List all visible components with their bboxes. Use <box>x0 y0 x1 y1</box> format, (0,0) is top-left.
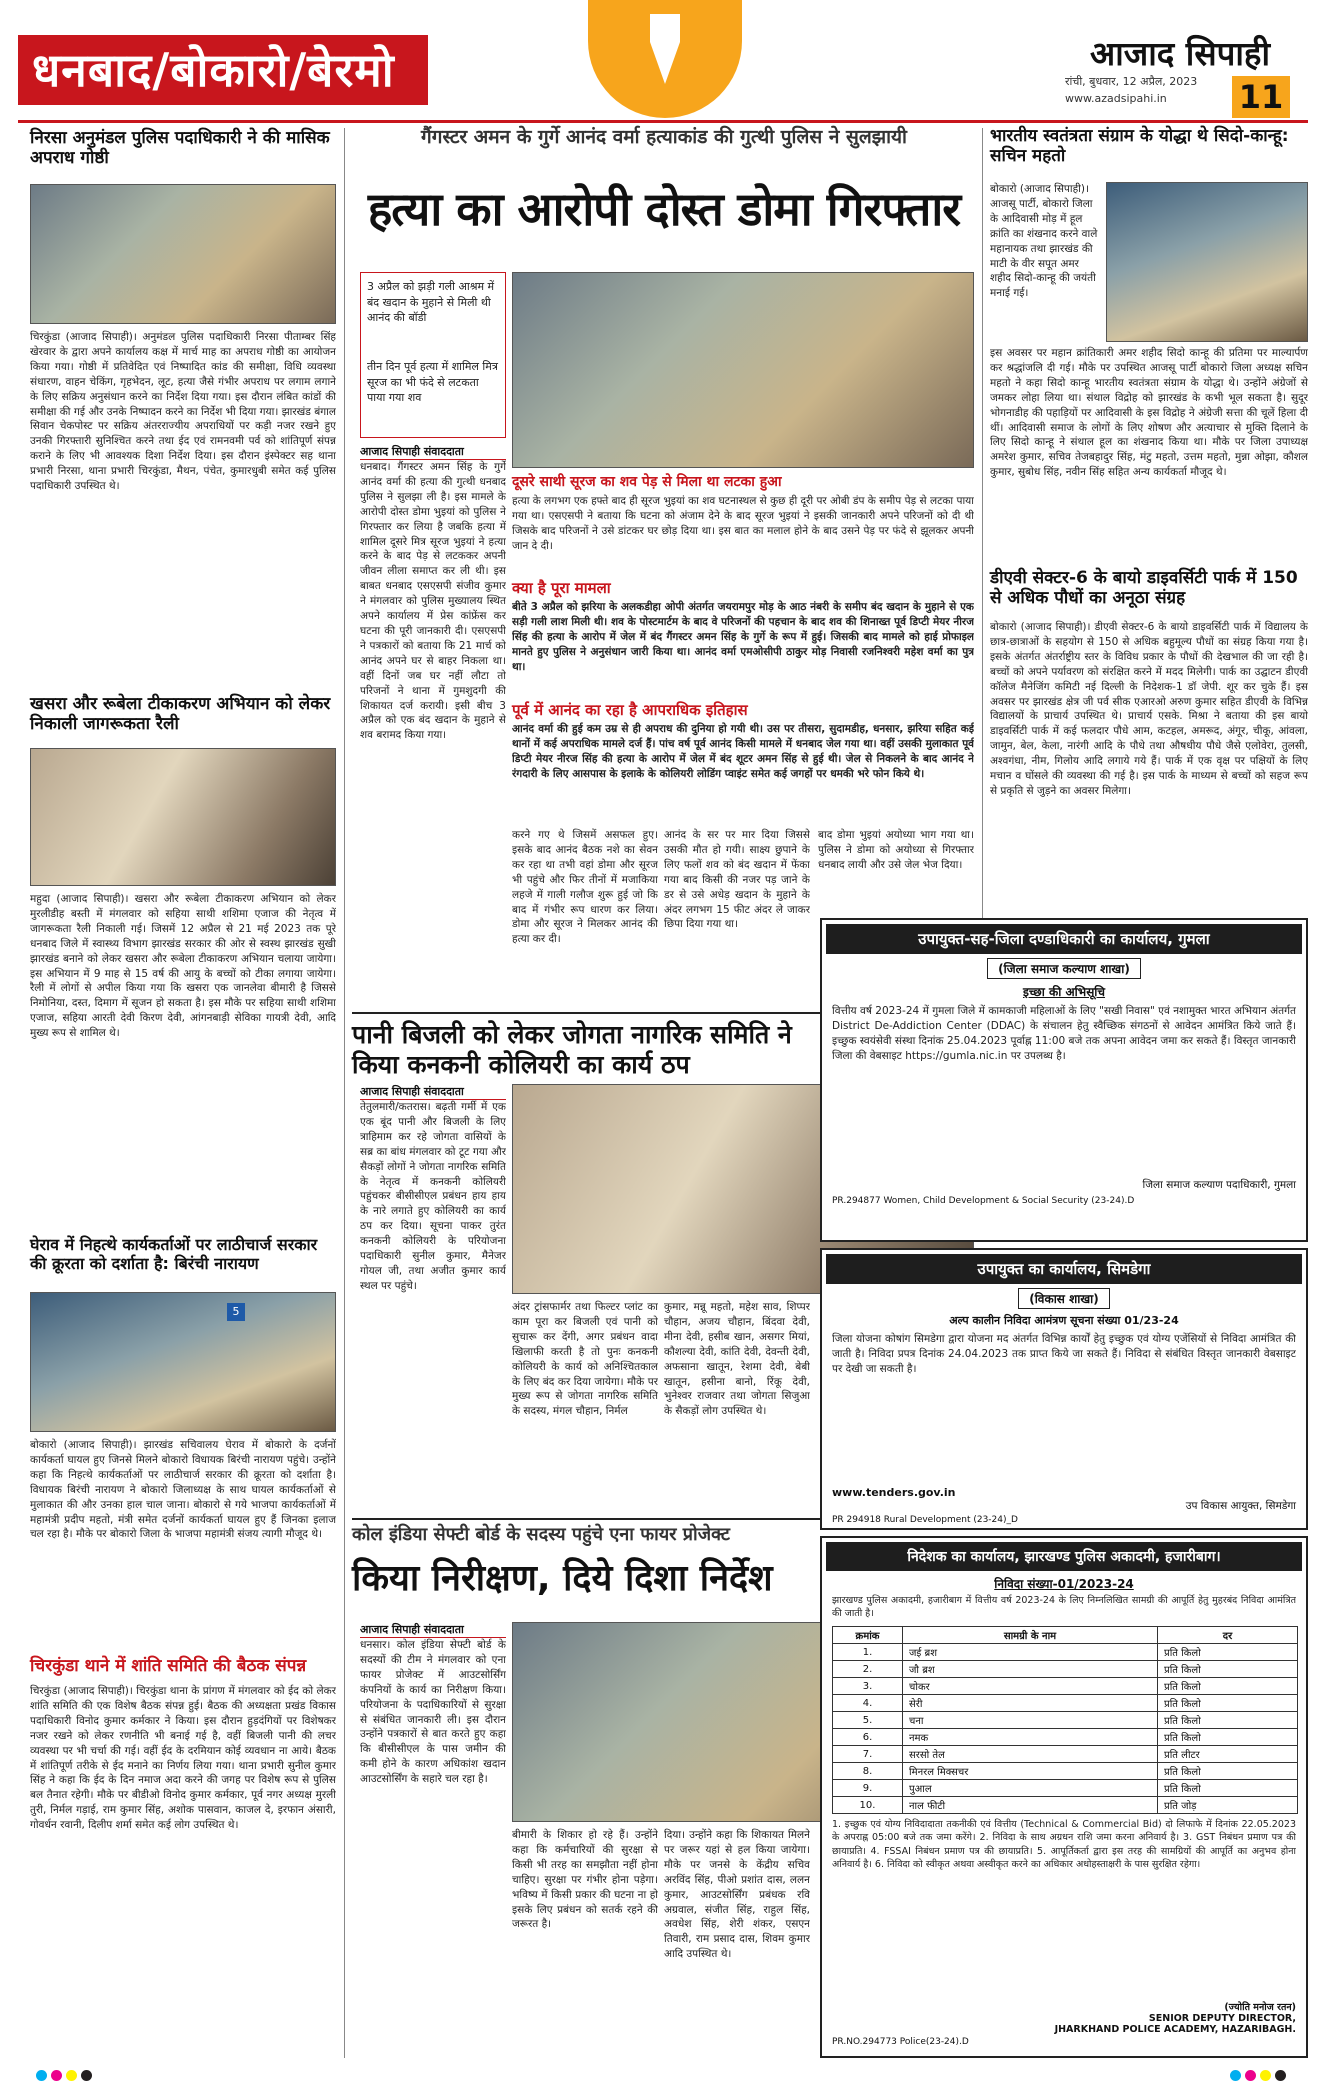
masthead <box>0 0 1325 122</box>
tender-row <box>833 1729 1298 1746</box>
registration-marks <box>36 2066 96 2078</box>
tender-cell-rate: प्रति किलो <box>1158 1644 1298 1661</box>
ad-simdega-notice: अल्प कालीन निविदा आमंत्रण सूचना संख्या 01/23-24 <box>949 1314 1179 1327</box>
ad-gumla-sub: (जिला समाज कल्याण शाखा) <box>987 958 1141 979</box>
lead-sub2: क्या है पूरा मामला <box>512 579 611 597</box>
inset-text: 3 अप्रैल को झड़ी गली आश्रम में बंद खदान के मुहाने से मिली थी आनंद की बॉडी <box>367 280 495 325</box>
lead-body-col3: आनंद के सर पर मार दिया जिससे उसकी मौत हो गयी। साक्ष्य छुपाने के लिए फलों शव को बंद खदान में फेंका गया बाद किसी की नजर पड़ जाने के डर से उसे अधेड़ खदान के मुहाने के अंदर लगभग 15 फीट अंदर ले जाकर छिपा दिया गया था। <box>664 829 810 931</box>
ad-simdega-body: जिला योजना कोषांग सिमडेगा द्वारा योजना मद अंतर्गत विभिन्न कार्यों हेतु इच्छुक एवं योग्य एजेंसियों से निविदा आमंत्रित की जाती है। निविदा प्रपत्र दिनांक 24.04.2023 तक प्राप्त किये जा सकते हैं। निविदा से संबंधित विस्तृत जानकारी वेबसाइट पर देखी जा सकती है। <box>832 1333 1296 1375</box>
story-water-col1: तेतुलमारी/कतरास। बढ़ती गर्मी में एक एक बूंद पानी और बिजली के लिए त्राहिमाम कर रहे जोगता वासियों के सब्र का बांध मंगलवार को टूट गया और सैकड़ों लोगों ने जोगता नागरिक समिति के नेतृत्व में कनकनी कोलियरी पहुंचकर बीसीसीएल प्रबंधन हाय हाय के नारे लगाते हुए कोलियरी का कार्य ठप कर दिया। सूचना पाकर तुरंत कनकनी कोलियरी के परियोजना पदाधिकारी सुनील कुमार, मैनेजर गोयल जी, तथा अजीत कुमार कार्य स्थल पर पहुंचे। <box>360 1101 506 1292</box>
lead-sub3-body: आनंद वर्मा की हुई कम उम्र से ही अपराध की दुनिया हो गयी थी। उस पर तीसरा, सुदामडीह, धनसार, झरिया सहित कई थानों में कई अपराधिक मामले दर्ज हैं। पांच वर्ष पूर्व आनंद किसी मामले में धनबाद जेल गया था। वहीं उसकी मुलाकात पूर्व डिप्टी मेयर नीरज सिंह की हत्या के आरोप में जेल में बंद शूटर अमन सिंह से हुई थी। जेल से निकलने के बाद आनंद ने रंगदारी के लिए आसपास के इलाके के कोलियरी लोडिंग प्वाइंट समेत कई जगहों पर धमकी भरे फोन किये थे। <box>512 723 974 780</box>
photo-badge: 5 <box>227 1303 245 1321</box>
registration-marks <box>1230 2066 1290 2078</box>
headline-crime-meeting: निरसा अनुमंडल पुलिस पदाधिकारी ने की मासिक अपराध गोष्ठी <box>30 128 330 169</box>
tender-cell-no: 5. <box>833 1712 903 1729</box>
story-sido-kanhu-lead: बोकारो (आजाद सिपाही)। आजसू पार्टी, बोकारो जिला के आदिवासी मोड़ में हूल क्रांति का शंखनाद करने वाले महानायक तथा झारखंड की माटी के वीर सपूत अमर शहीद सिदो-कान्हू की जयंती मनाई गई। <box>990 183 1098 300</box>
tender-cell-no: 6. <box>833 1729 903 1746</box>
story-lathicharge: बोकारो (आजाद सिपाही)। झारखंड सचिवालय घेराव में बोकारो के दर्जनों कार्यकर्ता घायल हुए जिनसे मिलने बोकारो विधायक बिरंची नारायण पहुंचे। उन्होंने कहा कि निहत्थे कार्यकर्ताओं पर लाठीचार्ज सरकार की क्रूरता को दर्शाता है। विधायक बिरंची नारायण ने बोकारो जिलाध्यक्ष के साथ घायल कार्यकर्ताओं से मुलाकात की और उनका हाल चाल जाना। बोकारो से गये भाजपा कार्यकर्ताओं में महामंत्री प्रदीप महतो, मंत्री समेत दर्जनों कार्यकर्ता घायल हुए हैं जिनका इलाज चल रहा है। मौके पर बोकारो जिला के भाजपा महामंत्री संजय त्यागी मौजूद थे। <box>30 1439 336 1541</box>
story-crime-meeting: चिरकुंडा (आजाद सिपाही)। अनुमंडल पुलिस पदाधिकारी निरसा पीताम्बर सिंह खेरवार के द्वारा अपने कार्यालय कक्ष में मार्च माह का अपराध गोष्ठी का आयोजन किया गया। गोष्ठी में प्रतिवेदित एवं निष्पादित कांड की समीक्षा, विधि व्यवस्था संधारण, वाहन चेकिंग, गृहभेदन, लूट, हत्या जैसे गंभीर अपराध पर लगाम लगाने के लिए सक्रिय अनुसंधान करने का निर्देश दिया गया। इस दौरान लंबित कांडों की समीक्षा की गई और उनके निष्पादन करने का निर्देश भी दिया गया। झारखंड बंगाल सिवान चेकपोस्ट पर सक्रिय अंतरराज्यीय अपराधियों पर कड़ी नजर रखने हुए उनकी गिरफ्तारी सुनिश्चित करने तथा ईद एवं रामनवमी पर्व को शांतिपूर्ण संपन्न कराने के लिए भी आवश्यक दिशा निर्देश दिया। इस दौरान इंस्पेक्टर सह थाना प्रभारी निरसा, थाना प्रभारी चिरकुंडा, मैथन, पंचेत, कुमारधुबी समेत कई पुलिस पदाधिकारी उपस्थित थे। <box>30 331 336 493</box>
ad-gumla-notice: इच्छा की अभिसूचि <box>1022 985 1106 999</box>
ad-simdega-sign: उप विकास आयुक्त, सिमडेगा <box>1185 1500 1296 1512</box>
photo-vaccination-rally <box>30 748 336 886</box>
tender-cell-item: जौ ब्रश <box>903 1661 1158 1678</box>
tender-row <box>833 1695 1298 1712</box>
tender-cell-rate: प्रति किलो <box>1158 1712 1298 1729</box>
tender-row <box>833 1678 1298 1695</box>
dateline: रांची, बुधवार, 12 अप्रैल, 2023 <box>1065 75 1198 88</box>
section-title: धनबाद/बोकारो/बेरमो <box>18 35 428 105</box>
ad-simdega-title: उपायुक्त का कार्यालय, सिमडेगा <box>826 1254 1302 1284</box>
tender-cell-item: नाल फीटी <box>903 1797 1158 1814</box>
website[interactable]: www.azadsipahi.in <box>1065 92 1167 105</box>
tender-cell-item: नमक <box>903 1729 1158 1746</box>
tender-cell-rate: प्रति किलो <box>1158 1678 1298 1695</box>
lead-body-col4: बाद डोमा भुइयां अयोध्या भाग गया था। पुलिस ने डोमा को अयोध्या से गिरफ्तार धनबाद लायी और उसे जेल भेज दिया। <box>818 829 974 871</box>
ad-gumla-sign: जिला समाज कल्याण पदाधिकारी, गुमला <box>1142 1179 1296 1191</box>
ad-police-intro: झारखण्ड पुलिस अकादमी, हजारीबाग में वित्तीय वर्ष 2023-24 के लिए निम्नलिखित सामग्री की आपूर्ति हेतु मुहरबंद निविदा आमंत्रित की जाती है। <box>832 1595 1296 1620</box>
ad-police-notice: निविदा संख्या-01/2023-24 <box>994 1577 1134 1591</box>
tender-cell-rate: प्रति जोड़ <box>1158 1797 1298 1814</box>
ad-gumla-body: वित्तीय वर्ष 2023-24 में गुमला जिले में कामकाजी महिलाओं के लिए "सखी निवास" एवं नशामुक्त भारत अभियान अंतर्गत District De-Addiction Center (DDAC) के संचालन हेतु स्वैच्छिक संगठनों से आवेदन आमंत्रित किये जाते हैं। इच्छुक स्वयंसेवी संस्था दिनांक 25.04.2023 पूर्वाह्न 11:00 बजे तक अपना आवेदन जमा कर सकते हैं। विस्तृत जानकारी जिला की वेबसाइट https://gumla.nic.in पर उपलब्ध है। <box>832 1005 1296 1062</box>
byline-water: आजाद सिपाही संवाददाता <box>360 1084 506 1100</box>
headline-lathicharge: घेराव में निहत्थे कार्यकर्ताओं पर लाठीचार्ज सरकार की क्रूरता को दर्शाता है: बिरंची नारायण <box>30 1235 318 1273</box>
registration-dot-icon <box>1260 2070 1271 2081</box>
tender-cell-item: मिनरल मिक्सचर <box>903 1763 1158 1780</box>
ad-gumla-pr: PR.294877 Women, Child Development & Social Security (23-24).D <box>832 1196 1135 1206</box>
registration-dot-icon <box>51 2070 62 2081</box>
story-inspection-col1: धनसार। कोल इंडिया सेफ्टी बोर्ड के सदस्यों की टीम ने मंगलवार को एना फायर प्रोजेक्ट में आउटसोर्सिंग कंपनियों के कार्य का निरीक्षण किया। परियोजना के पदाधिकारियों से सुरक्षा से संबंधित जानकारी ली। इस दौरान उन्होंने पत्रकारों से बात करते हुए कहा कि बीसीसीएल के पास जमीन की कमी होने के कारण अधिकांश खदान आउटसोर्सिंग के सहारे चल रहा है। <box>360 1639 506 1786</box>
registration-dot-icon <box>1230 2070 1241 2081</box>
photo-police-meeting <box>30 184 336 324</box>
ad-simdega-sub: (विकास शाखा) <box>1018 1288 1110 1309</box>
kicker-coal-india: कोल इंडिया सेफ्टी बोर्ड के सदस्य पहुंचे एना फायर प्रोजेक्ट <box>352 1524 730 1545</box>
lead-sub3: पूर्व में आनंद का रहा है आपराधिक इतिहास <box>512 701 748 719</box>
tender-row <box>833 1780 1298 1797</box>
tender-cell-rate: प्रति किलो <box>1158 1661 1298 1678</box>
ad-simdega <box>820 1248 1308 1530</box>
tender-cell-item: चोकर <box>903 1678 1158 1695</box>
tender-cell-no: 1. <box>833 1644 903 1661</box>
headline-peace-committee: चिरकुंडा थाने में शांति समिति की बैठक संपन्न <box>30 1656 307 1676</box>
story-water-col3: कुमार, मन्नू महतो, महेश साव, शिप्पर चौहान, अजय चौहान, बिंदवा देवी, मीना देवी, हसीब खान, असगर मियां, कौशल्या देवी, कांति देवी, देवन्ती देवी, अफसाना खातून, रेशमा देवी, बेबी खातून, हसीना बानो, रिंकू देवी, भुनेश्वर राजवार तथा जोगता सिजुआ के सैकड़ों लोग उपस्थित थे। <box>664 1301 810 1418</box>
tender-cell-rate: प्रति किलो <box>1158 1763 1298 1780</box>
tender-cell-no: 10. <box>833 1797 903 1814</box>
lead-sub1: दूसरे साथी सूरज का शव पेड़ से मिला था लटका हुआ <box>512 474 782 490</box>
tender-cell-item: चना <box>903 1712 1158 1729</box>
headline-biodiversity-park: डीएवी सेक्टर-6 के बायो डाइवर्सिटी पार्क में 150 से अधिक पौधों का अनूठा संग्रह <box>990 568 1298 609</box>
ad-simdega-site[interactable]: www.tenders.gov.in <box>832 1486 956 1499</box>
lead-body-col2: करने गए थे जिसमें असफल हुए। इसके बाद आनंद बैठक नशे का सेवन कर रहा था तभी वहां डोमा और सूरज भी पहुंचे और फिर तीनों में मजाकिया लहजे में गाली गलौज शुरू हुई जो कि बाद में गंभीर रूप धारण कर लिया। डोमा और सूरज ने मिलकर आनंद की हत्या कर दी। <box>512 829 658 946</box>
tender-row <box>833 1712 1298 1729</box>
story-inspection-col2: बीमारी के शिकार हो रहे हैं। उन्होंने कहा कि कर्मचारियों की सुरक्षा से किसी भी तरह का समझौता नहीं होना चाहिए। सुरक्षा पर गंभीर होना पड़ेगा। भविष्य में किसी प्रकार की घटना ना हो इसके लिए प्रबंधन को सतर्क रहने की जरूरत है। <box>512 1829 658 1931</box>
tender-cell-no: 2. <box>833 1661 903 1678</box>
ad-police-academy <box>820 1536 1308 2058</box>
tender-row <box>833 1797 1298 1814</box>
tender-cell-item: सेरी <box>903 1695 1158 1712</box>
tender-cell-item: जई ब्रश <box>903 1644 1158 1661</box>
lead-body-col1: धनबाद। गैंगस्टर अमन सिंह के गुर्गे आनंद वर्मा की हत्या की गुत्थी धनबाद पुलिस ने सुलझा ली है। इस मामले के आरोपी दोस्त डोमा भुइयां को पुलिस ने गिरफ्तार कर लिया है जबकि हत्या में शामिल दूसरे मित्र सूरज भुइयां ने हत्या करने के बाद पेड़ से लटककर अपनी जीवन लीला समाप्त कर ली थी। इस बाबत धनबाद एसएसपी संजीव कुमार ने मंगलवार को पुलिस मुख्यालय स्थित अपने कार्यालय में प्रेस कांफ्रेंस कर घटना की पूरी जानकारी दी। एसएसपी ने पत्रकारों को बताया कि 21 मार्च को आनंद अपने घर से बाहर निकला था। वहीं दिनों जब घर नहीं लौटा तो परिजनों ने थाना में गुमशुदगी की शिकायत दर्ज करायी। इसी बीच 3 अप्रैल को एक बंद खदान के मुहाने से शव बरामद किया गया। <box>360 461 506 742</box>
tender-cell-rate: प्रति किलो <box>1158 1780 1298 1797</box>
ad-police-sign3: JHARKHAND POLICE ACADEMY, HAZARIBAGH. <box>1054 2024 1296 2035</box>
byline-inspection: आजाद सिपाही संवाददाता <box>360 1622 506 1638</box>
tender-cell-no: 8. <box>833 1763 903 1780</box>
tender-cell-no: 9. <box>833 1780 903 1797</box>
lead-byline: आजाद सिपाही संवाददाता <box>360 444 506 460</box>
headline-water-protest: पानी बिजली को लेकर जोगता नागरिक समिति ने किया कनकनी कोलियरी का कार्य ठप <box>352 1020 792 1079</box>
tender-cell-no: 7. <box>833 1746 903 1763</box>
lead-headline: हत्या का आरोपी दोस्त डोमा गिरफ्तार <box>367 182 961 236</box>
story-peace-committee: चिरकुंडा (आजाद सिपाही)। चिरकुंडा थाना के प्रांगण में मंगलवार को ईद को लेकर शांति समिति की एक विशेष बैठक संपन्न हुई। बैठक की अध्यक्षता प्रखंड विकास पदाधिकारी विनोद कुमार कर्मकार ने किया। इस दौरान हुड़दंगियों पर विशेषकर नजर रखने को लेकर रणनीति भी बनाई गई है, वहीं बिजली पानी की लचर व्यवस्था पर भी चर्चा की गई। वहीं ईद के दरमियान कोई व्यवधान ना आये। बैठक में शांतिपूर्ण तरीके से ईद मनाने का निर्णय लिया गया। थाना प्रभारी सुनील कुमार सिंह ने कहा कि ईद के दिन नमाज अदा करने की जगह पर विशेष रूप से पुलिस बल तैनात रहेगी। मौके पर बीडीओ विनोद कुमार कर्मकार, पूर्व नगर अध्यक्ष मुरली तुरी, निर्मल गड़ाई, राम कुमार सिंह, अशोक पासवान, काजल दे, इरफान अंसारी, गोवर्धन रवानी, दिलीप शर्मा समेत कई लोग उपस्थित थे। <box>30 1685 336 1832</box>
story-water-col2: अंदर ट्रांसफार्मर तथा फिल्टर प्लांट का काम पूरा कर बिजली एवं पानी को सुचारू कर देंगी, अगर प्रबंधन वादा खिलाफी करती है तो पुनः कनकनी कोलियरी के कार्य को अनिश्चितकाल के लिए बंद कर दिया जायेगा। मौके पर मुख्य रूप से जोगता नागरिक समिति के सदस्य, मंगल चौहान, निर्मल <box>512 1301 658 1418</box>
registration-dot-icon <box>66 2070 77 2081</box>
brand-logo: आजाद सिपाही <box>1090 34 1270 73</box>
lead-sub2-body: बीते 3 अप्रैल को झरिया के अलकडीहा ओपी अंतर्गत जयरामपुर मोड़ के आठ नंबरी के समीप बंद खदान के मुहाने से एक सड़ी गली लाश मिली थी। शव के पोस्टमार्टम के बाद वे परिजनों की पहचान के बाद शव की शिनाख्त पूर्व डिप्टी मेयर नीरज सिंह की हत्या के आरोप में जेल में बंद गैंगस्टर अमन सिंह के गुर्गे के रूप में हुई। जिसकी बाद मामले को हाई प्रोफाइल मानते हुए पुलिस ने अनुसंधान जारी किया था। आनंद वर्मा एमओसीपी ठाकुर मोड़ निवासी रजनिश्वरी महेश वर्मा का पुत्र था। <box>512 601 974 673</box>
ad-police-title: निदेशक का कार्यालय, झारखण्ड पुलिस अकादमी, हजारीबाग। <box>826 1542 1302 1571</box>
story-biodiversity-park: बोकारो (आजाद सिपाही)। डीएवी सेक्टर-6 के बायो डाइवर्सिटी पार्क में विद्यालय के छात्र-छात्राओं के सहयोग से 150 से अधिक बहुमूल्य पौधों का संग्रह किया गया है। इसके अंतर्गत अंतर्राष्ट्रीय स्तर के विविध प्रकार के पौधों की देखभाल की जा रही है। बच्चों को अपने पर्यावरण को संरक्षित करने में मदद मिलेगी। पार्क का उद्घाटन डीएवी कॉलेज मैनेजिंग कमिटी नई दिल्ली के निदेशक-1 डॉ जेपी. शूर कर चुके हैं। इस अवसर पर झारखंड क्षेत्र जी पर्व सीक एआरओ अरुण कुमार सहित डीएवी के विभिन्न विद्यालयों के प्राचार्य उपस्थित थे। प्राचार्य एसके. मिश्रा ने बताया की इस बायो डाइवर्सिटी पार्क में कई फलदार पौधे आम, कटहल, अमरूद, अंगूर, चीकू, आंवला, जामुन, बेल, केला, नारंगी आदि के पौधे तथा औषधीय पौधे जैसे एलोवेरा, तुलसी, अश्वगंधा, नीम, गिलोय आदि लगाये गये हैं। पार्क में एक वृक्ष पर पक्षियों के लिए मचान व घोंसले की व्यवस्था की गई है। इस पार्क के माध्यम से बच्चों को सहज रूप से प्रकृति से जुड़ने का अवसर मिलेगा। <box>990 621 1308 797</box>
tender-col-rate: दर <box>1158 1627 1298 1644</box>
tender-row <box>833 1763 1298 1780</box>
headline-inspection: किया निरीक्षण, दिये दिशा निर्देश <box>352 1558 773 1599</box>
tender-header-row <box>833 1627 1298 1644</box>
masthead-rule <box>18 120 1308 123</box>
headline-vaccination-rally: खसरा और रूबेला टीकाकरण अभियान को लेकर निकाली जागरूकता रैली <box>30 694 331 735</box>
tender-cell-no: 4. <box>833 1695 903 1712</box>
inset-text-2: तीन दिन पूर्व हत्या में शामिल मित्र सूरज का भी फंदे से लटकता पाया गया शव <box>367 360 498 405</box>
story-sido-kanhu: इस अवसर पर महान क्रांतिकारी अमर शहीद सिदो कान्हू की प्रतिमा पर माल्यार्पण कर श्रद्धांजलि दी गई। मौके पर उपस्थित आजसू पार्टी बोकारो जिला अध्यक्ष सचिन महतो ने कहा सिदो कान्हू भारतीय स्वतंत्रता संग्राम के योद्धा थे। उन्होंने अंग्रेजों से जमकर लोहा लिया था। संथाल विद्रोह को झारखंड के कभी भूल सकता है। सुदूर भोगनाडीह की पहाड़ियों पर आदिवासी के इस विद्रोह ने अंग्रेजी सत्ता की चूलें हिला दी थीं। आदिवासी समाज के लोगों के लिए शोषण और अत्याचार से मुक्ति दिलाने के लिए सिदो कान्हू ने संथाल हूल का शंखनाद किया था। मौके पर जिला उपाध्यक्ष अमरेश कुमार, सचिव तेजबहादुर सिंह, मंटु महतो, उत्तम महतो, मुन्ना ओझा, कौशल कुमार, सुबोध सिंह, नवीन सिंह सहित अन्य कार्यकर्ता मौजूद थे। <box>990 347 1308 479</box>
ad-simdega-pr: PR 294918 Rural Development (23-24)_D <box>832 1515 1018 1525</box>
headline-sido-kanhu: भारतीय स्वतंत्रता संग्राम के योद्धा थे सिदो-कान्हू: सचिन महतो <box>990 126 1289 167</box>
registration-dot-icon <box>36 2070 47 2081</box>
ad-police-sign1: (ज्योति मनोज रतन) <box>1224 2002 1296 2013</box>
tender-cell-item: पुआल <box>903 1780 1158 1797</box>
tender-cell-rate: प्रति किलो <box>1158 1729 1298 1746</box>
tender-cell-item: सरसो तेल <box>903 1746 1158 1763</box>
photo-press-conference <box>512 272 974 468</box>
page-number: 11 <box>1232 76 1290 118</box>
tender-row <box>833 1644 1298 1661</box>
tender-cell-rate: प्रति लीटर <box>1158 1746 1298 1763</box>
tender-row <box>833 1661 1298 1678</box>
tender-col-item: सामग्री के नाम <box>903 1627 1158 1644</box>
registration-dot-icon <box>81 2070 92 2081</box>
story-inspection-col3: दिया। उन्होंने कहा कि शिकायत मिलने पर जरूर यहां से हल किया जायेगा। मौके पर जनसे के केंद्रीय सचिव अरविंद सिंह, पीओ प्रशांत दास, ललन कुमार, आउटसोर्सिंग प्रबंधक रवि अग्रवाल, संजीत सिंह, राहुल सिंह, अवधेश सिंह, शेरी शंकर, एसएन तिवारी, राम प्रसाद दास, शिवम कुमार आदि उपस्थित थे। <box>664 1829 810 1961</box>
ad-gumla <box>820 918 1308 1242</box>
column-rule <box>982 128 983 918</box>
ad-police-terms: 1. इच्छुक एवं योग्य निविदादाता तकनीकी एवं वित्तीय (Technical & Commercial Bid) दो लिफाफे में दिनांक 22.05.2023 के अपराह्न 05:00 बजे तक जमा करेंगे। 2. निविदा के साथ अग्रधन राशि जमा करना अनिवार्य है। 3. GST निबंधन प्रमाण पत्र की छायाप्रति। 4. FSSAI निबंधन प्रमाण पत्र की छायाप्रति। 5. आपूर्तिकर्ता द्वारा इस तरह की सामग्रियों की आपूर्ति का अनुभव होना अनिवार्य है। 6. निविदा को स्वीकृत अथवा अस्वीकृत करने का अधिकार अधोहस्ताक्षरी के पास सुरक्षित रहेगा। <box>832 1819 1296 1871</box>
tender-cell-rate: प्रति किलो <box>1158 1695 1298 1712</box>
lead-sub1-body: हत्या के लगभग एक हफ्ते बाद ही सूरज भुइयां का शव घटनास्थल से कुछ ही दूरी पर ओबी डंप के समीप पेड़ से लटका पाया गया था। एसएसपी ने बताया कि घटना को अंजाम देने के बाद सूरज भुइयां ने इसकी जानकारी अपने परिजनों को दी थी जिसके बाद परिजनों ने उसे डांटकर घर छोड़ दिया था। इस बात का मलाल होने के बाद उसने पेड़ पर फंदे से झूलकर अपनी जान दे दी। <box>512 495 974 552</box>
lead-inset-box <box>360 272 506 438</box>
story-vaccination-rally: महुदा (आजाद सिपाही)। खसरा और रूबेला टीकाकरण अभियान को लेकर मुरलीडीह बस्ती में मंगलवार को सहिया साथी शशिमा एजाज की नेतृत्व में जागरूकता रैली निकाली गई। जिसमें 12 अप्रैल से 21 मई 2023 तक पूरे धनबाद जिले में स्वास्थ्य विभाग झारखंड सरकार की ओर से स्वस्थ झारखंड सुखी झारखंड बनाने को लेकर खसरा और रूबेला टीकाकरण अभियान चलाया जायेगा। इस अभियान में 9 माह से 15 वर्ष की आयु के बच्चों को टीका लगाया जायेगा। रैली में लोगों से अपील किया गया कि खसरा एक जानलेवा बीमारी है जिससे निमोनिया, दस्त, दिमाग में सूजन हो सकता है। इस मौके पर सहिया साथी शशिमा एजाज, सहिया आरती देवी किरण देवी, आंगनबाड़ी सेविका गायत्री देवी, आदि मुख्य रूप से शामिल थे। <box>30 893 336 1040</box>
tender-cell-no: 3. <box>833 1678 903 1695</box>
photo-hospital-visit <box>30 1292 336 1432</box>
photo-sido-kanhu <box>1106 182 1308 342</box>
registration-dot-icon <box>1245 2070 1256 2081</box>
lead-kicker: गैंगस्टर अमन के गुर्गे आनंद वर्मा हत्याकांड की गुत्थी पुलिस ने सुलझायी <box>421 126 907 148</box>
column-rule <box>344 128 345 2058</box>
ad-gumla-title: उपायुक्त-सह-जिला दण्डाधिकारी का कार्यालय, गुमला <box>826 924 1302 954</box>
tender-table <box>832 1626 1298 1814</box>
ad-police-pr: PR.NO.294773 Police(23-24).D <box>832 2037 969 2047</box>
tender-row <box>833 1746 1298 1763</box>
registration-dot-icon <box>1275 2070 1286 2081</box>
ad-police-sign2: SENIOR DEPUTY DIRECTOR, <box>1148 2013 1296 2024</box>
tender-col-no: क्रमांक <box>833 1627 903 1644</box>
